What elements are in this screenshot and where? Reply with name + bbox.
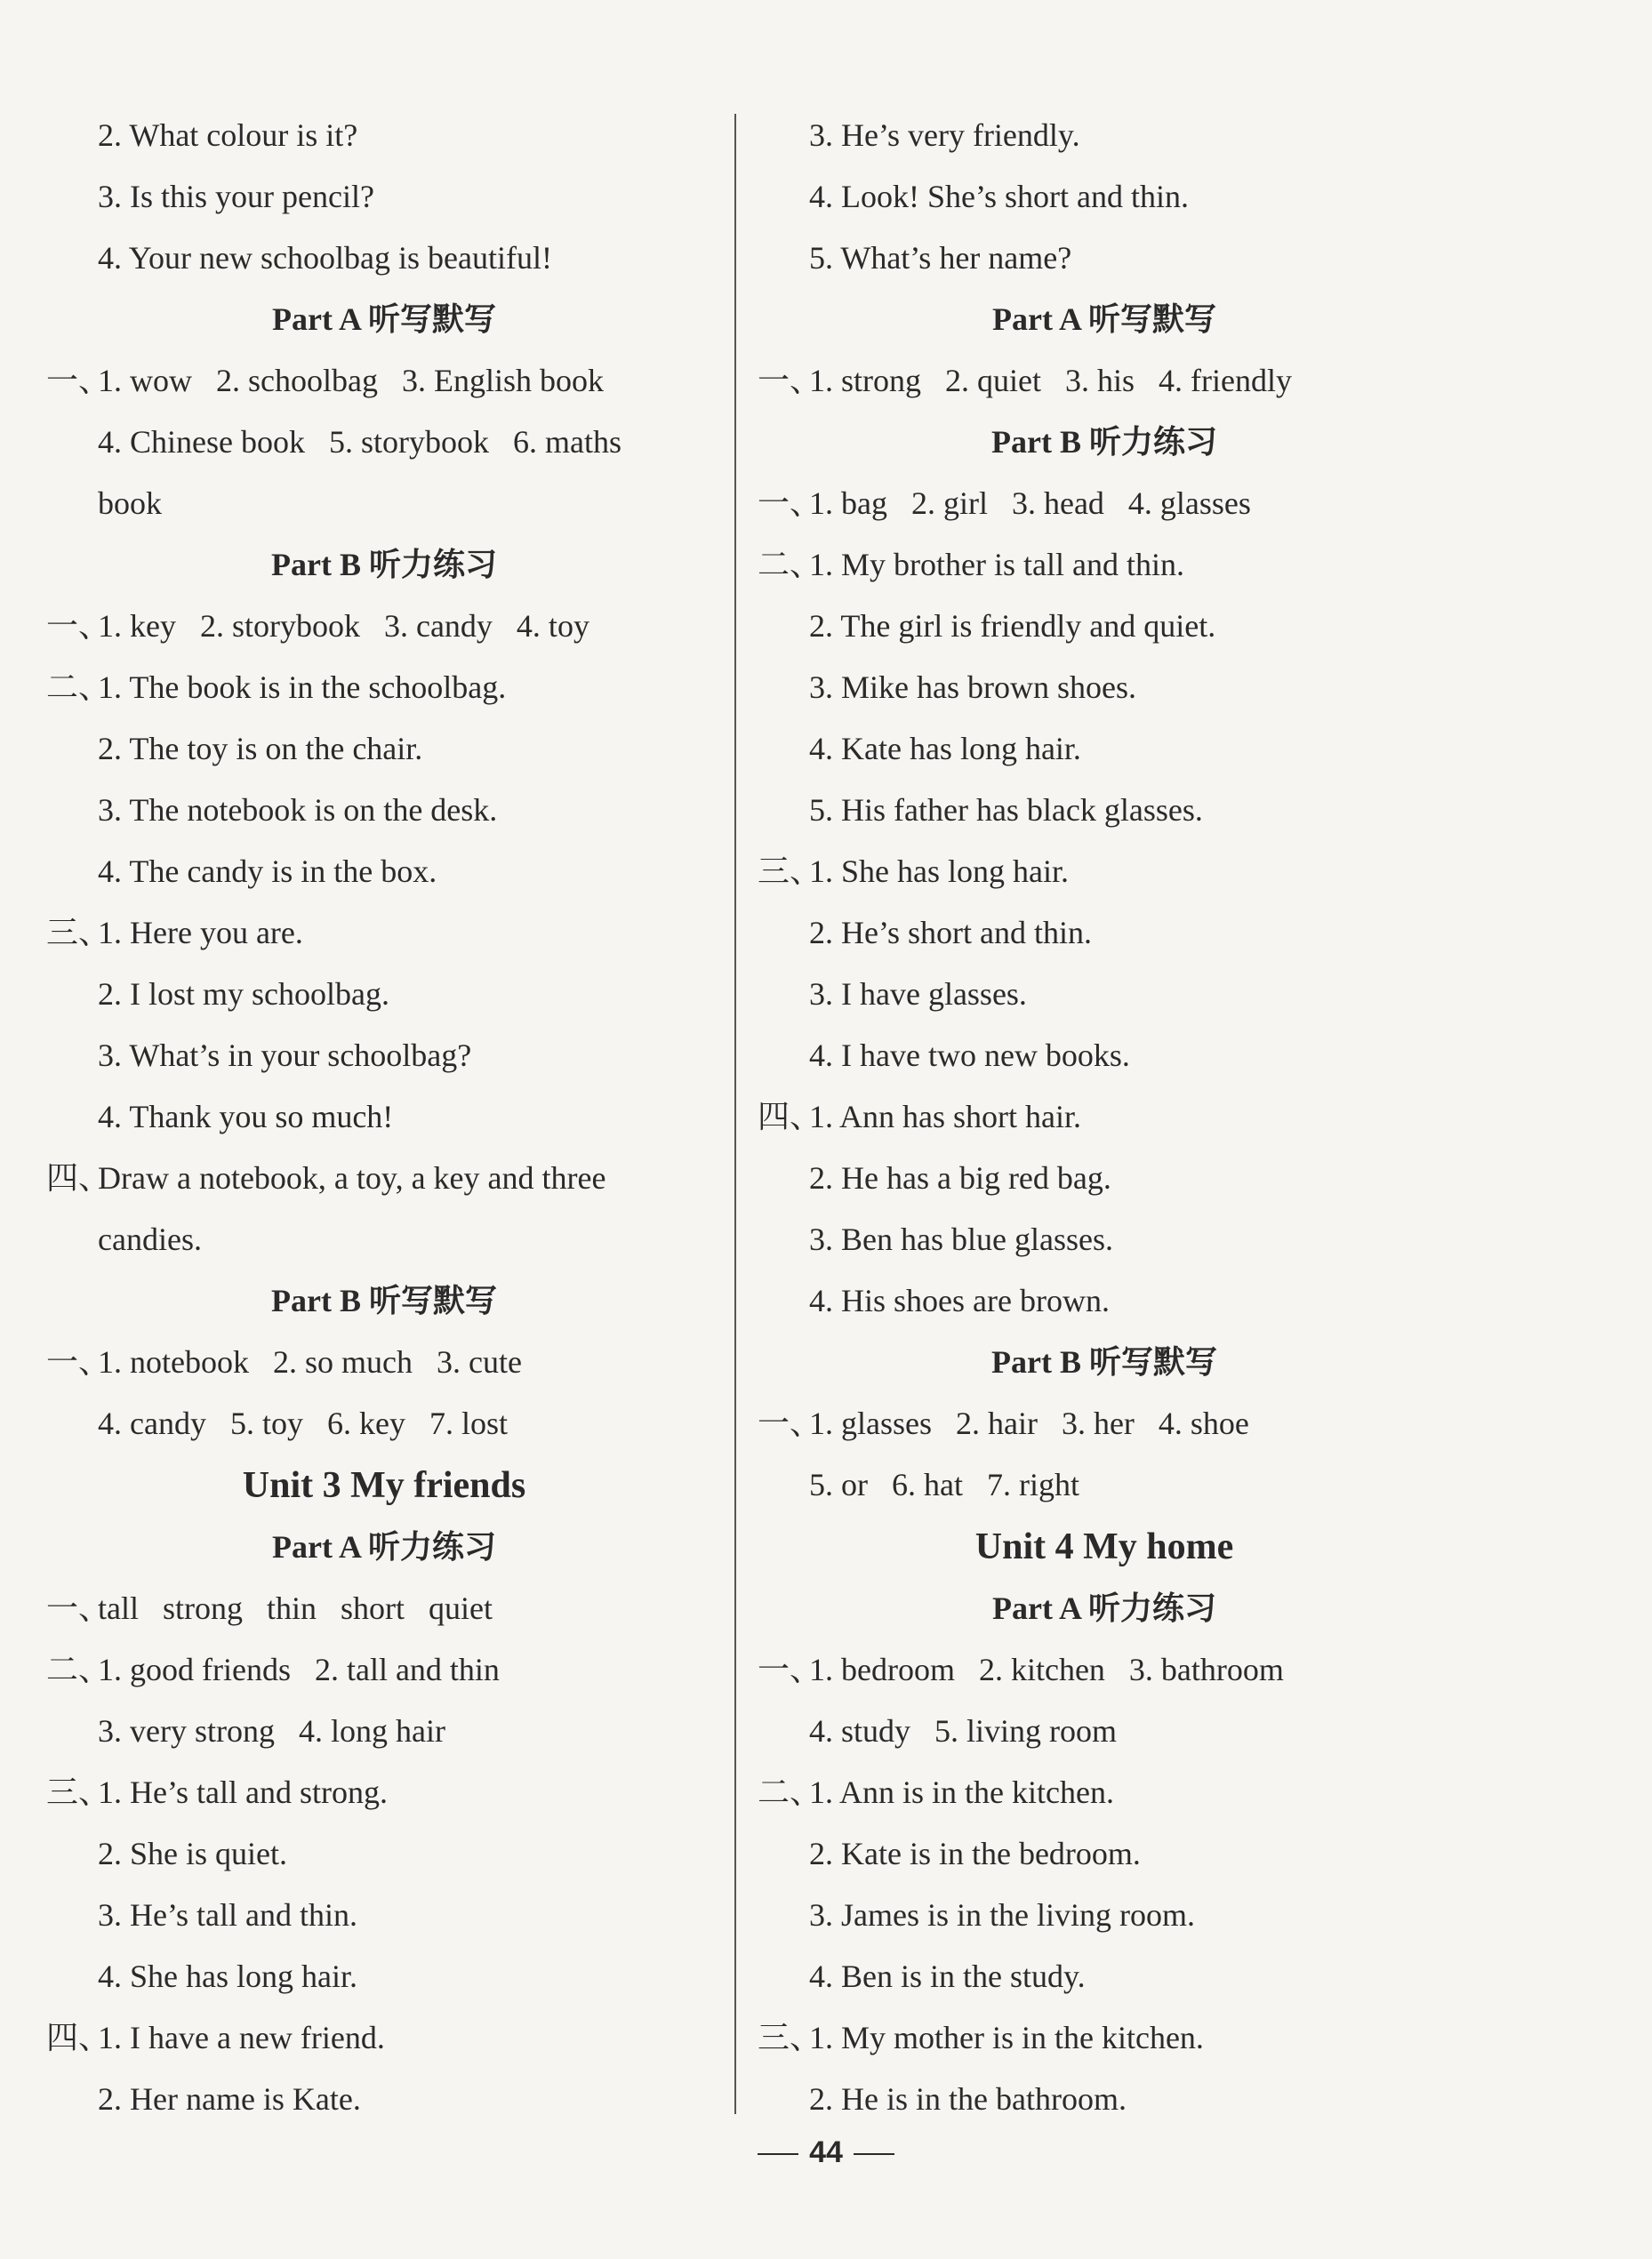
answer-text: 3. I have glasses. bbox=[809, 976, 1027, 1012]
answer-line bbox=[758, 350, 1451, 412]
answer-text: 3. Is this your pencil? bbox=[98, 179, 374, 214]
footer-dash-right bbox=[854, 2153, 894, 2155]
answer-line bbox=[46, 228, 722, 289]
answer-line bbox=[46, 2069, 722, 2130]
answer-text: book bbox=[98, 485, 162, 521]
answer-text: 4. His shoes are brown. bbox=[809, 1283, 1110, 1318]
answer-line bbox=[758, 1025, 1451, 1086]
answer-text: 1. The book is in the schoolbag. bbox=[98, 669, 507, 705]
answer-line bbox=[758, 1701, 1451, 1762]
answer-text: 5. What’s her name? bbox=[809, 240, 1072, 276]
answer-text: 2. Her name is Kate. bbox=[98, 2081, 361, 2117]
answer-line bbox=[46, 1823, 722, 1885]
answer-line bbox=[758, 1086, 1451, 1148]
page-footer bbox=[0, 2135, 1652, 2170]
answer-line bbox=[46, 1578, 722, 1639]
question-number: 三、 bbox=[758, 2020, 822, 2055]
question-number: 三、 bbox=[46, 915, 111, 950]
section-heading: Part A 听力练习 bbox=[992, 1590, 1216, 1626]
answer-line bbox=[46, 780, 722, 841]
answer-line bbox=[758, 1885, 1451, 1946]
answer-text: 2. Kate is in the bedroom. bbox=[809, 1836, 1141, 1871]
answer-line bbox=[46, 473, 722, 534]
question-number: 一、 bbox=[46, 363, 111, 398]
answer-line bbox=[758, 1454, 1451, 1516]
answer-line bbox=[46, 657, 722, 718]
answer-line bbox=[46, 2007, 722, 2069]
answer-line bbox=[758, 105, 1451, 166]
answer-line bbox=[758, 534, 1451, 596]
answer-line bbox=[46, 1762, 722, 1823]
answer-line bbox=[758, 2069, 1451, 2130]
answer-line bbox=[46, 1946, 722, 2007]
answer-text: 1. Ann has short hair. bbox=[809, 1099, 1081, 1134]
question-number: 一、 bbox=[46, 608, 111, 644]
question-number: 一、 bbox=[46, 1590, 111, 1626]
answer-text: 1. I have a new friend. bbox=[98, 2020, 385, 2055]
answer-line bbox=[758, 166, 1451, 228]
unit-title: Unit 3 My friends bbox=[242, 1465, 526, 1506]
section-heading: Part B 听力练习 bbox=[271, 547, 497, 582]
answer-text: 1. My brother is tall and thin. bbox=[809, 547, 1184, 582]
answer-line bbox=[46, 1025, 722, 1086]
section-heading: Part B 听写默写 bbox=[991, 1344, 1217, 1380]
answer-line bbox=[758, 718, 1451, 780]
answer-line bbox=[758, 1762, 1451, 1823]
right-column bbox=[758, 105, 1451, 2130]
unit-title: Unit 4 My home bbox=[974, 1526, 1234, 1567]
answer-line bbox=[46, 1393, 722, 1454]
answer-text: 5. or 6. hat 7. right bbox=[809, 1467, 1079, 1502]
question-number: 四、 bbox=[46, 1160, 111, 1196]
question-number: 一、 bbox=[758, 363, 822, 398]
answer-text: 4. I have two new books. bbox=[809, 1037, 1130, 1073]
footer-dash-left bbox=[758, 2153, 798, 2155]
answer-line bbox=[758, 1946, 1451, 2007]
question-number: 四、 bbox=[46, 2020, 111, 2055]
question-number: 二、 bbox=[758, 1774, 822, 1810]
answer-text: 3. He’s tall and thin. bbox=[98, 1897, 357, 1933]
answer-text: 1. Here you are. bbox=[98, 915, 303, 950]
answer-text: 1. bedroom 2. kitchen 3. bathroom bbox=[809, 1652, 1284, 1687]
answer-line bbox=[758, 964, 1451, 1025]
answer-text: 2. He has a big red bag. bbox=[809, 1160, 1111, 1196]
answer-line bbox=[46, 841, 722, 902]
answer-text: 3. Ben has blue glasses. bbox=[809, 1222, 1113, 1257]
answer-line bbox=[46, 166, 722, 228]
answer-text: 4. Chinese book 5. storybook 6. maths bbox=[98, 424, 622, 460]
answer-text: 1. glasses 2. hair 3. her 4. shoe bbox=[809, 1406, 1249, 1441]
answer-text: 2. What colour is it? bbox=[98, 117, 358, 153]
answer-text: 1. bag 2. girl 3. head 4. glasses bbox=[809, 485, 1251, 521]
answer-line bbox=[758, 780, 1451, 841]
answer-line bbox=[46, 1885, 722, 1946]
answer-line bbox=[46, 350, 722, 412]
answer-text: 2. The toy is on the chair. bbox=[98, 731, 423, 766]
page-number: 44 bbox=[809, 2135, 843, 2169]
answer-text: 3. James is in the living room. bbox=[809, 1897, 1195, 1933]
answer-text: 1. strong 2. quiet 3. his 4. friendly bbox=[809, 363, 1292, 398]
answer-line bbox=[46, 964, 722, 1025]
answer-text: 1. notebook 2. so much 3. cute bbox=[98, 1344, 522, 1380]
answer-text: 5. His father has black glasses. bbox=[809, 792, 1203, 828]
answer-text: 1. She has long hair. bbox=[809, 853, 1069, 889]
answer-text: 2. He’s short and thin. bbox=[809, 915, 1092, 950]
answer-text: Draw a notebook, a toy, a key and three bbox=[98, 1160, 606, 1196]
answer-line bbox=[46, 1086, 722, 1148]
left-column bbox=[46, 105, 722, 2130]
answer-text: 2. He is in the bathroom. bbox=[809, 2081, 1127, 2117]
answer-line bbox=[46, 1639, 722, 1701]
answer-line bbox=[758, 1393, 1451, 1454]
answer-line bbox=[758, 473, 1451, 534]
answer-text: 4. The candy is in the box. bbox=[98, 853, 437, 889]
question-number: 三、 bbox=[46, 1774, 111, 1810]
answer-line bbox=[758, 1209, 1451, 1270]
question-number: 一、 bbox=[46, 1344, 111, 1380]
answer-line bbox=[46, 1148, 722, 1209]
answer-text: 2. I lost my schoolbag. bbox=[98, 976, 389, 1012]
question-number: 一、 bbox=[758, 1652, 822, 1687]
answer-line bbox=[758, 228, 1451, 289]
answer-line bbox=[46, 1332, 722, 1393]
answer-text: 4. She has long hair. bbox=[98, 1959, 357, 1994]
answer-line bbox=[758, 1639, 1451, 1701]
question-number: 三、 bbox=[758, 853, 822, 889]
answer-text: 3. The notebook is on the desk. bbox=[98, 792, 498, 828]
answer-text: 3. very strong 4. long hair bbox=[98, 1713, 445, 1749]
answer-text: 4. candy 5. toy 6. key 7. lost bbox=[98, 1406, 508, 1441]
answer-line bbox=[758, 1270, 1451, 1332]
answer-text: 4. Your new schoolbag is beautiful! bbox=[98, 240, 552, 276]
answer-line bbox=[46, 105, 722, 166]
answer-line bbox=[46, 1701, 722, 1762]
answer-line bbox=[758, 1148, 1451, 1209]
section-heading: Part A 听写默写 bbox=[272, 301, 496, 337]
answer-text: 2. The girl is friendly and quiet. bbox=[809, 608, 1216, 644]
answer-line bbox=[758, 841, 1451, 902]
answer-text: candies. bbox=[98, 1222, 202, 1257]
answer-text: 1. My mother is in the kitchen. bbox=[809, 2020, 1204, 2055]
answer-text: 2. She is quiet. bbox=[98, 1836, 287, 1871]
column-divider bbox=[734, 114, 736, 2114]
answer-text: 1. key 2. storybook 3. candy 4. toy bbox=[98, 608, 589, 644]
answer-text: 3. He’s very friendly. bbox=[809, 117, 1080, 153]
answer-line bbox=[46, 412, 722, 473]
answer-text: 4. Look! She’s short and thin. bbox=[809, 179, 1189, 214]
question-number: 二、 bbox=[758, 547, 822, 582]
answer-line bbox=[46, 718, 722, 780]
section-heading: Part A 听力练习 bbox=[272, 1529, 496, 1565]
answer-line bbox=[758, 2007, 1451, 2069]
section-heading: Part B 听力练习 bbox=[991, 424, 1217, 460]
question-number: 一、 bbox=[758, 1406, 822, 1441]
question-number: 二、 bbox=[46, 669, 111, 705]
answer-line bbox=[758, 902, 1451, 964]
answer-line bbox=[758, 657, 1451, 718]
answer-text: 3. What’s in your schoolbag? bbox=[98, 1037, 472, 1073]
answer-text: 4. study 5. living room bbox=[809, 1713, 1118, 1749]
answer-text: 4. Thank you so much! bbox=[98, 1099, 394, 1134]
answer-text: 1. good friends 2. tall and thin bbox=[98, 1652, 500, 1687]
answer-text: 4. Kate has long hair. bbox=[809, 731, 1081, 766]
question-number: 二、 bbox=[46, 1652, 111, 1687]
answer-line bbox=[46, 902, 722, 964]
answer-text: 1. wow 2. schoolbag 3. English book bbox=[98, 363, 604, 398]
section-heading: Part A 听写默写 bbox=[992, 301, 1216, 337]
answer-text: 1. Ann is in the kitchen. bbox=[809, 1774, 1114, 1810]
answer-text: 1. He’s tall and strong. bbox=[98, 1774, 388, 1810]
answer-line bbox=[46, 596, 722, 657]
question-number: 一、 bbox=[758, 485, 822, 521]
answer-text: 4. Ben is in the study. bbox=[809, 1959, 1086, 1994]
answer-line bbox=[758, 596, 1451, 657]
question-number: 四、 bbox=[758, 1099, 822, 1134]
answer-line bbox=[758, 1823, 1451, 1885]
answer-text: tall strong thin short quiet bbox=[98, 1590, 493, 1626]
section-heading: Part B 听写默写 bbox=[271, 1283, 497, 1318]
answer-text: 3. Mike has brown shoes. bbox=[809, 669, 1136, 705]
answer-line bbox=[46, 1209, 722, 1270]
